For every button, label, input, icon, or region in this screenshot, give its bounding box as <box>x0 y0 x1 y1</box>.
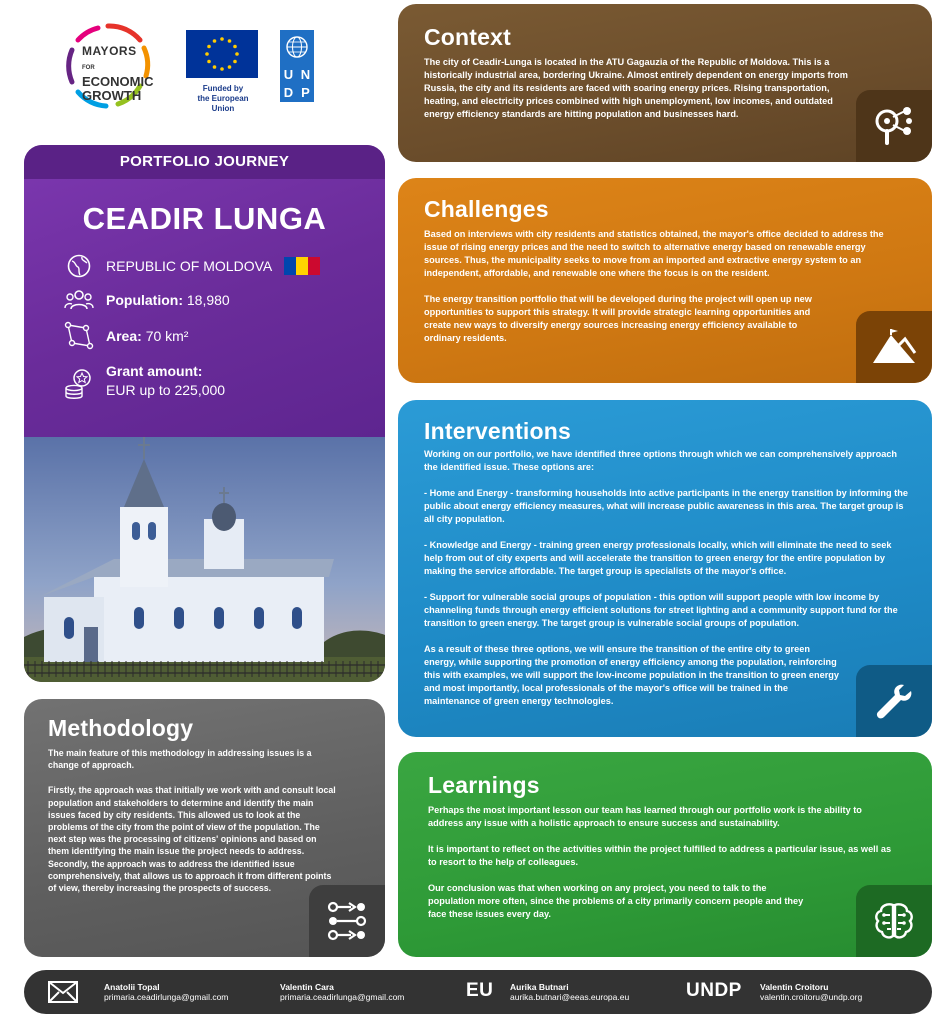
contact-entry <box>280 982 404 1002</box>
context-title: Context <box>424 24 512 50</box>
area-polygon-icon <box>64 321 94 351</box>
undp-letter: U <box>283 67 294 82</box>
country-name: REPUBLIC OF MOLDOVA <box>106 258 273 274</box>
eu-star-icon <box>233 60 237 64</box>
methodology-paragraph: The main feature of this methodology in addressing issues is a change of approach. <box>48 748 312 771</box>
eu-star-icon <box>207 60 211 64</box>
undp-logo <box>280 30 314 102</box>
undp-tag: UNDP <box>686 980 742 1001</box>
eu-flag-icon <box>186 30 258 78</box>
area-value: 70 km² <box>145 328 189 344</box>
country-row <box>64 251 320 281</box>
church-photo <box>24 437 385 682</box>
methodology-title: Methodology <box>48 715 194 741</box>
undp-letter: D <box>283 85 294 100</box>
methodology-card <box>24 699 385 957</box>
contact-name: Anatolii Topal <box>104 982 160 992</box>
interventions-card <box>398 400 932 737</box>
network-magnifier-icon <box>873 105 915 147</box>
portfolio-journey-header: PORTFOLIO JOURNEY <box>24 145 385 179</box>
eu-star-icon <box>235 52 239 56</box>
methodology-corner <box>309 885 385 957</box>
eu-logo <box>186 30 260 122</box>
learnings-paragraph: It is important to reflect on the activities within the project fulfilled to address a particular issue, as well as to resort to the help of colleagues. <box>428 844 892 867</box>
m4eg-line-2: FOR <box>82 65 95 71</box>
interventions-corner <box>856 665 932 737</box>
contact-email[interactable]: aurika.butnari@eeas.europa.eu <box>510 992 630 1002</box>
eu-star-icon <box>228 39 232 43</box>
contact-entry <box>510 982 629 1002</box>
un-globe-icon <box>284 34 310 60</box>
population-row <box>64 285 230 315</box>
contact-email[interactable]: primaria.ceadirlunga@gmail.com <box>280 992 405 1002</box>
portfolio-journey-card <box>24 145 385 682</box>
interventions-paragraph: As a result of these three options, we will ensure the transition of the entire city to green energy, while supporting the promotion of energy efficiency among the population, reinforcing this with examples, we will support the low-income population in the transition to green energy and most importantly, local professionals of the mayor's office will be trained in the maintenance of green energy technologies. <box>424 644 840 706</box>
contact-name: Valentin Croitoru <box>760 982 829 992</box>
eu-star-icon <box>213 65 217 69</box>
eu-caption-line-1: Funded by <box>202 84 244 93</box>
challenges-corner <box>856 311 932 383</box>
city-name: CEADIR LUNGA <box>82 201 327 236</box>
interventions-paragraph: - Support for vulnerable social groups of population - this option will support people with low income by channeling funds through energy efficient solutions for street lighting and a community support fund for the transition to green energy. The target group is vulnerable social groups of population. <box>424 592 898 628</box>
methodology-text <box>48 747 338 894</box>
challenges-card <box>398 178 932 383</box>
challenges-title: Challenges <box>424 196 549 222</box>
coins-star-icon <box>64 369 94 399</box>
brain-icon <box>873 901 915 941</box>
eu-star-icon <box>205 52 209 56</box>
context-text <box>424 56 854 121</box>
contact-entry <box>104 982 228 1002</box>
population-label: Population: <box>106 292 183 308</box>
eu-star-icon <box>233 45 237 49</box>
learnings-paragraph: Perhaps the most important lesson our team has learned through our portfolio work is the ability to address any issue with a holistic approach to ensure success and sustainability. <box>428 805 862 828</box>
eu-caption-line-2: the European Union <box>197 94 249 113</box>
mail-icon <box>48 981 78 1008</box>
grant-label: Grant amount: <box>106 363 203 379</box>
grant-row <box>64 363 225 399</box>
eu-star-icon <box>228 65 232 69</box>
undp-letter: N <box>300 67 311 82</box>
interventions-paragraph: - Home and Energy - transforming households into active participants in the energy transition by informing the public about energy efficiency measures, what will increase public awareness in this area. The target group is all city population. <box>424 488 908 524</box>
eu-star-icon <box>220 37 224 41</box>
context-corner <box>856 90 932 162</box>
learnings-title: Learnings <box>428 772 540 798</box>
interventions-paragraph: Working on our portfolio, we have identified three options through which we can comprehensively approach the identified issue. These options are: <box>424 449 898 472</box>
challenges-text <box>424 228 902 345</box>
moldova-flag-icon <box>284 257 320 275</box>
area-label: Area: <box>106 328 142 344</box>
contact-name: Aurika Butnari <box>510 982 569 992</box>
contact-entry <box>760 982 862 1002</box>
eu-star-icon <box>207 45 211 49</box>
contact-email[interactable]: primaria.ceadirlunga@gmail.com <box>104 992 229 1002</box>
learnings-paragraph: Our conclusion was that when working on any project, you need to talk to the population more often, since the problems of a city primarily concern people and they face these issues every day. <box>428 883 804 919</box>
process-flow-icon <box>325 901 369 941</box>
contact-name: Valentin Cara <box>280 982 334 992</box>
learnings-corner <box>856 885 932 957</box>
wrench-icon <box>874 681 914 721</box>
undp-letter: P <box>301 85 310 100</box>
m4eg-line-3: ECONOMIC <box>82 74 154 89</box>
people-icon <box>64 285 94 315</box>
mountain-flag-icon <box>871 329 917 365</box>
eu-star-icon <box>220 67 224 71</box>
learnings-text <box>428 804 898 921</box>
interventions-text <box>424 448 910 708</box>
area-row <box>64 321 188 351</box>
challenges-paragraph: Based on interviews with city residents and statistics obtained, the mayor's office decided to address the issue of rising energy prices and the need to switch to alternative energy based on renewable energy sources. Thus, the municipality seeks to move from an imported and extractive energy system to an independent, affordable, and renewable one where the focus is on the resident. <box>424 229 884 278</box>
mayors-for-economic-growth-logo <box>60 20 156 112</box>
challenges-paragraph: The energy transition portfolio that will be developed during the project will open up new opportunities to support this strategy. It will provide strategic learning opportunities and create new ways to diversify energy sources increasing energy efficiency available to ordinary residents. <box>424 294 812 343</box>
m4eg-line-1: MAYORS <box>82 44 137 58</box>
globe-icon <box>64 251 94 281</box>
context-paragraph: The city of Ceadir-Lunga is located in the ATU Gagauzia of the Republic of Moldova. This is a historically industrial area, bordering Ukraine. Almost entirely dependent on energy imports from Russia, the city and its residents are faced with soaring energy prices. Rising transportation, heating, and electricity prices combined with high unemployment, low incomes, and outdated energy efficiency standards are hitting population and businesses hard. <box>424 57 848 119</box>
grant-value: EUR up to 225,000 <box>106 382 226 398</box>
partner-logos <box>60 20 360 120</box>
eu-star-icon <box>213 39 217 43</box>
methodology-paragraph: Firstly, the approach was that initially we work with and consult local population and stakeholders to determine and identify the main issues faced by city residents. This allowed us to look at the problems of the city from the point of view of the population. The next step was the processing of citizens' opinions and based on them identifying the main issue the project needs to address. Secondly, the approach was to address the identified issue comprehensively, that allows us to approach it from different points of view, thereby increasing the prospects of success. <box>48 785 336 894</box>
m4eg-line-4: GROWTH <box>82 88 142 103</box>
contact-email[interactable]: valentin.croitoru@undp.org <box>760 992 863 1002</box>
learnings-card <box>398 752 932 957</box>
population-value: 18,980 <box>186 292 230 308</box>
contacts-footer <box>24 970 932 1014</box>
eu-tag: EU <box>466 980 494 1001</box>
context-card <box>398 4 932 162</box>
interventions-title: Interventions <box>424 418 572 444</box>
interventions-paragraph: - Knowledge and Energy - training green energy professionals locally, which will eliminate the need to seek help from out of city experts and will accelerate the transition to green energy for the entire population by making the service affordable. The target group is specialists of the mayor's office. <box>424 540 892 576</box>
